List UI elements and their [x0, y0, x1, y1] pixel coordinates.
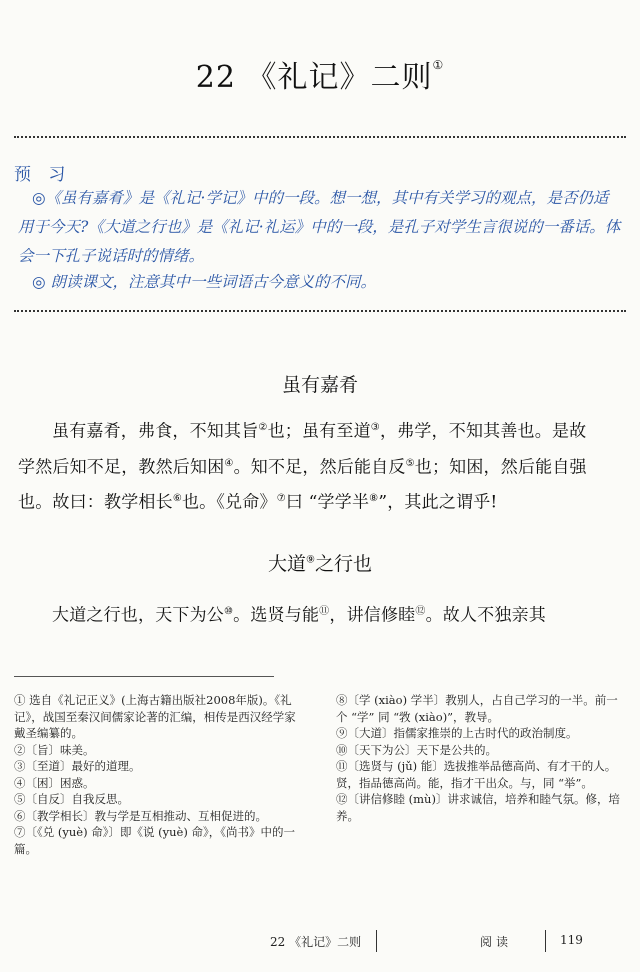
footnote-11: ⑪〔选贤与 (jǔ) 能〕选拔推举品德高尚、有才干的人。贤，指品德高尚。能，指才干出众。与，同 “举”。 [336, 759, 617, 790]
footer-divider [545, 930, 546, 952]
footnote-4: ④〔困〕困惑。 [14, 775, 95, 790]
footnote-10: ⑩〔天下为公〕天下是公共的。 [336, 742, 497, 757]
title-note-mark: ① [432, 58, 445, 72]
footnote-9: ⑨〔大道〕指儒家推崇的上古时代的政治制度。 [336, 726, 578, 740]
footnote-6: ⑥〔教学相长〕教与学是互相推动、互相促进的。 [14, 808, 267, 823]
section-1-title: 虽有嘉肴 [281, 374, 358, 396]
section-2-title: 大道⑨之行也 [268, 553, 372, 575]
footnotes-right-column [336, 692, 626, 824]
footnote-3: ③〔至道〕最好的道理。 [14, 759, 141, 773]
footnote-1: ① 选自《礼记正义》(上海古籍出版社2008年版)。《礼记》，战国至秦汉间儒家论著的汇编，相传是西汉经学家戴圣编纂的。 [14, 693, 296, 740]
bottom-dotted-divider [14, 310, 626, 312]
footnote-5: ⑤〔自反〕自我反思。 [14, 792, 129, 806]
footnotes-left-column [14, 692, 296, 857]
footer-divider [376, 930, 377, 952]
footer-lesson-title: 22 《礼记》二则 [270, 935, 362, 949]
section-1-text: 虽有嘉肴，弗食，不知其旨②也；虽有至道③，弗学，不知其善也。是故 学然后知不足，教然后知困④。知不足，然后能自反⑤也；知困，然后能自强 也。故曰：教学相长⑥也。《兑命》⑦曰 “学学半⑧”，其此之谓乎! [18, 421, 587, 513]
footnote-2: ②〔旨〕味美。 [14, 742, 95, 757]
footnote-12: ⑫〔讲信修睦 (mù)〕讲求诚信，培养和睦气氛。修，培养。 [336, 792, 620, 823]
top-dotted-divider [14, 136, 626, 138]
footnote-rule [14, 676, 274, 677]
preview-paragraph-1: ◎《虽有嘉肴》是《礼记·学记》中的一段。想一想，其中有关学习的观点，是否仍适用于今天?《大道之行也》是《礼记·礼运》中的一段，是孔子对学生言很说的一番话。体会一下孔子说话时的情绪。 [18, 189, 621, 265]
preview-paragraph-2: ◎ 朗读课文，注意其中一些词语古今意义的不同。 [32, 273, 376, 291]
footnote-8: ⑧〔学 (xiào) 学半〕教别人，占自己学习的一半。前一个 “学” 同 “敩 (xiào)”，教导。 [336, 693, 618, 724]
lesson-title: 22 《礼记》二则① [195, 58, 445, 95]
preview-heading: 预 习 [14, 165, 72, 185]
section-2-text: 大道之行也，天下为公⑩。选贤与能⑪，讲信修睦⑫。故人不独亲其 [52, 605, 546, 626]
footer-section-label: 阅读 [480, 935, 513, 949]
page-number: 119 [560, 933, 583, 947]
footnote-7: ⑦〔《兑 (yuè) 命》〕即《说 (yuè) 命》，《尚书》中的一篇。 [14, 825, 295, 856]
